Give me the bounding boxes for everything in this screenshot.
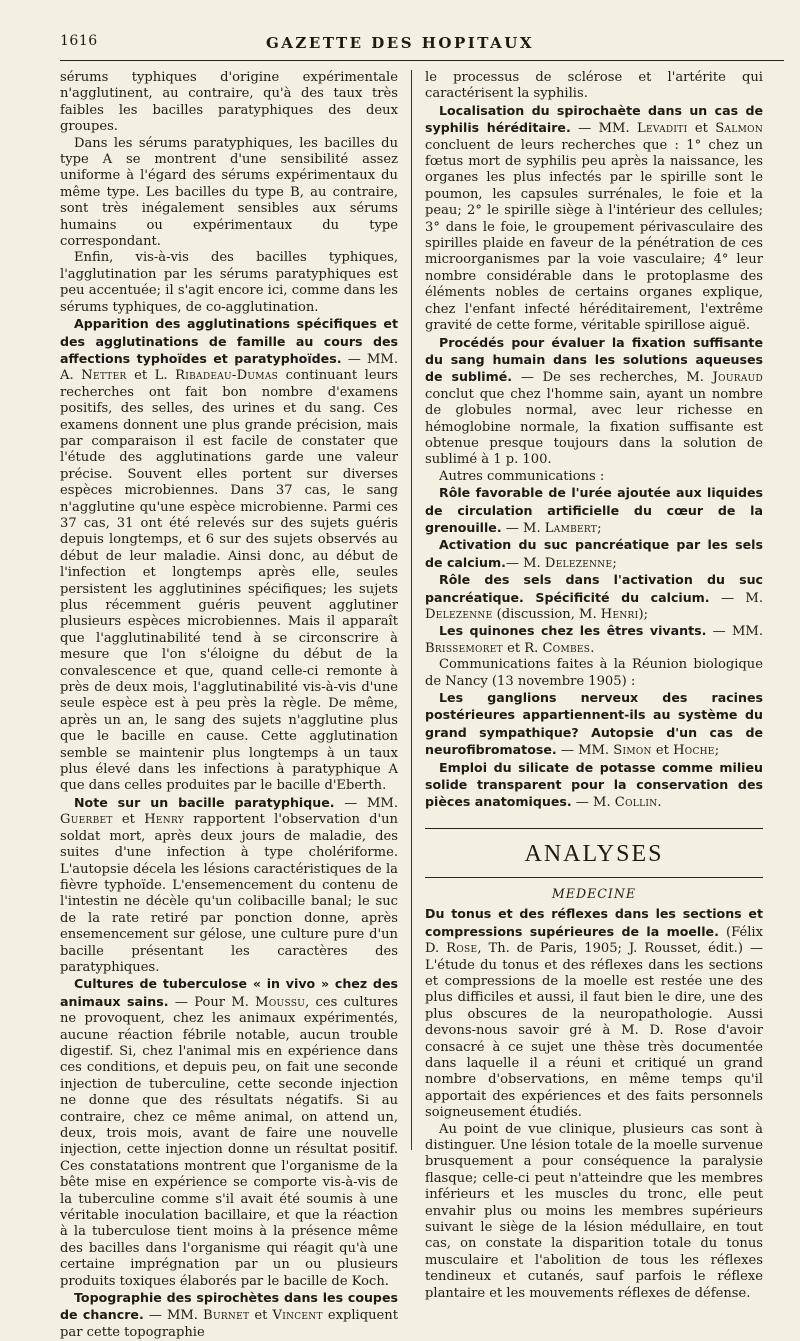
article-syphilis: [425, 103, 763, 335]
author: Collin: [614, 795, 658, 811]
analyses-title: ANALYSES: [524, 840, 664, 867]
text: .: [590, 640, 595, 656]
author: Burnet: [203, 1308, 250, 1324]
author: Delezenne: [425, 607, 493, 622]
page-number: 1616: [60, 33, 98, 49]
article-bacille-paratyphique: [60, 795, 398, 976]
analysis-article: [425, 906, 763, 1121]
text: — Pour M.: [168, 994, 256, 1010]
communication-title: Les quinones chez les êtres vivants.: [439, 623, 707, 639]
text: (discussion, M.: [492, 607, 601, 622]
author: Combes: [542, 640, 591, 656]
text: ;: [597, 520, 602, 536]
page-header: [0, 0, 800, 62]
right-column: [425, 70, 763, 1302]
article-body: continuant leurs recherches ont fait bon nombre d'examens positifs, des selles, des urines et du sang. Ces examens donnent une plus grande précision, mais par comparaison il est facile de constater que l'étude des agglutinations garde une valeur précise. Souvent elles portent sur diverses espèces microbiennes. Dans 37 cas, le sang n'agglutine qu'une espèce microbienne. Parmi ces 37 cas, 31 ont été relevés sur des sujets guéris depuis longtemps, et 6 sur des sujets observés au début de leur maladie. Ainsi donc, au début de l'infection et longtemps après elle, seules persistent les agglutinines spécifiques; les sujets plus récemment guéris peuvent agglutiner plusieurs espèces microbiennes. Mais il apparaît que l'agglutinabilité tend à se circonscrire à mesure que l'on s'éloigne du début de la convalescence et que, quand celle-ci remonte à près de deux mois, l'agglutinabilité vis-à-vis d'une seule espèce est à peu près la règle. De même, après un an, le sang des sujets n'agglutine plus que le bacille en cause. Cette agglutination semble se maintenir plus longtemps à un taux plus élevé dans les infections à paratyphique A que dans celles produites par le bacille d'Eberth.: [60, 368, 399, 794]
author: Hoche: [673, 743, 715, 759]
communication-title: Les ganglions nerveux des racines postérieures appartiennent-ils au système du grand sympathique? Autopsie d'un cas de neurofibromatose.: [425, 690, 763, 758]
article-body: conclut que chez l'homme sain, ayant un nombre de globules normal, avec leur richesse en hémoglobine normale, la fixation suffisante est obtenue presque toujours dans la solution de sublimé à 1 p. 100.: [425, 386, 763, 468]
paragraph: sérums typhiques d'origine expérimentale n'agglutinent, au contraire, qu'à des taux très faibles les bacilles paratyphiques des deux groupes.: [60, 70, 398, 135]
text: );: [638, 607, 649, 622]
other-communications: Autres communications :: [439, 468, 605, 484]
author: Brissemoret: [425, 640, 503, 656]
text: (Félix D.: [425, 924, 763, 957]
author: Guerbet: [60, 812, 113, 828]
paragraph: Enfin, vis-à-vis des bacilles typhiques, l'agglutination par les sérums paratyphiques est peu accentuée; il s'agit encore ici, comme dans les sérums typhiques, de co-agglutination.: [60, 250, 398, 315]
rule: [425, 828, 763, 829]
author: Henry: [144, 812, 184, 828]
article-body: L'étude du tonus et des réflexes dans les sections et compressions de la moelle est restée une des plus difficiles et aussi, il faut bien le dire, une des plus obscures de la neuropathologie. Aussi devons-nous savoir gré à M. D. Rose d'avoir consacré à ce sujet une thèse très documentée dans laquelle il a réuni et critiqué un grand nombre d'observations, en même temps qu'il apportait des expériences et des faits personnels soigneusement étudiés.: [425, 957, 763, 1121]
nancy-communications: Communications faites à la Réunion biologique de Nancy (13 novembre 1905) :: [425, 657, 763, 689]
article-title: Cultures de tuberculose « in vivo » chez des animaux sains.: [60, 976, 398, 1009]
article-sublime: [425, 335, 763, 469]
text: , Th. de Paris, 1905; J. Rousset, édit.) —: [477, 941, 763, 957]
author: Simon: [613, 743, 652, 759]
text: et: [249, 1308, 273, 1324]
article-agglutinations: [60, 316, 398, 795]
author: Salmon: [715, 121, 763, 137]
text: ;: [612, 555, 617, 571]
communication-title: Rôle favorable de l'urée ajoutée aux liquides de circulation artificielle du cœur de la grenouille.: [425, 485, 763, 535]
author: Ribadeau-Dumas: [175, 368, 279, 384]
author: Henri: [600, 607, 639, 622]
article-body: , ces cultures ne provoquent, chez les animaux expérimentés, aucune réaction fébrile notable, aucun trouble digestif. Si, chez l'animal mis en expérience dans ces conditions, et depuis peu, on fait une seconde injection de tuberculine, cette seconde injection ne donne que des résultats négatifs. Si au contraire, chez ce même animal, on attend un, deux, trois mois, avant de faire une nouvelle injection, cette injection donne un résultat positif. Ces constatations montrent que l'organisme de la bête mise en expérience se comporte vis-à-vis de la tuberculine comme s'il avait été soumis à une véritable inoculation bacillaire, et que la réaction à la tuberculose tient moins à la présence même des bacilles dans l'organisme qui réagit qu'à une certaine imprégnation par un ou plusieurs produits toxiques élaborés par le bacille de Koch.: [60, 994, 398, 1289]
article-body: concluent de leurs recherches que : 1° chez un fœtus mort de syphilis peu après la naissance, les organes les plus infectés par le spirille sont le poumon, les capsules surrénales, le foie et la peau; 2° le spirille siège à l'intérieur des cellules; 3° dans le foie, le groupement périvasculaire des spirilles plaide en faveur de la pénétration de ces microorganismes par la voie vasculaire; 4° leur nombre considérable dans le protoplasme des éléments nobles de certains organes explique, chez l'enfant infecté héréditairement, l'extrême gravité de cette forme, véritable spirillose aiguë.: [425, 137, 763, 334]
text: et L.: [126, 368, 176, 384]
article-title: Apparition des agglutinations spécifiques et des agglutinations de famille au cours des affections typhoïdes et paratyphoïdes.: [60, 316, 398, 366]
text: — MM.: [570, 121, 638, 137]
article-title: Localisation du spirochaète dans un cas de syphilis héréditaire.: [425, 102, 763, 136]
text: et R.: [502, 640, 543, 656]
text: — M.: [505, 555, 545, 571]
article-title: Topographie des spirochètes dans les coupes de chancre.: [60, 1290, 398, 1323]
text: et: [687, 121, 716, 137]
rule: [425, 877, 763, 878]
article-body: expliquent par cette topographie: [60, 1308, 399, 1340]
article-title: Du tonus et des réflexes dans les sections et compressions supérieures de la moelle.: [425, 906, 763, 939]
column-divider: [411, 70, 412, 1150]
author: Vincent: [272, 1308, 323, 1324]
text: — MM. A.: [60, 351, 398, 384]
paragraph: Au point de vue clinique, plusieurs cas sont à distinguer. Une lésion totale de la moelle survenue brusquement a pour conséquence la paralysie flasque; celle-ci peut n'atteindre que les membres inférieurs et les muscles du tronc, elle peut envahir plus ou moins les membres supérieurs suivant le siège de la lésion médullaire, en tout cas, on constate la disparition totale du tonus musculaire et l'abolition de tous les réflexes tendineux et cutanés, sauf parfois le réflexe plantaire et les mouvements réflexes de défense.: [425, 1121, 763, 1301]
communication-item: [425, 623, 763, 657]
text: — MM.: [706, 624, 763, 640]
article-title: Note sur un bacille paratyphique.: [74, 794, 335, 810]
text: — De ses recherches, M.: [512, 370, 713, 386]
paragraph: le processus de sclérose et l'artérite qui caractérisent la syphilis.: [425, 70, 763, 102]
author: Netter: [81, 368, 127, 384]
left-column: [60, 70, 398, 1341]
text: — MM.: [143, 1308, 204, 1324]
communication-item: [425, 572, 763, 623]
communication-title: Activation du suc pancréatique par les sels de calcium.: [425, 537, 763, 570]
paragraph: Dans les sérums paratyphiques, les bacilles du type A se montrent d'une sensibilité assez uniforme à l'égard des sérums expérimentaux du même type. Les bacilles du type B, au contraire, sont très inégalement sensibles aux sérums humains ou expérimentaux du type correspondant.: [60, 135, 398, 250]
communication-item: [425, 485, 763, 537]
article-title: Procédés pour évaluer la fixation suffisante du sang humain dans les solutions aqueuses de sublimé.: [425, 334, 763, 385]
text: — M.: [709, 590, 763, 606]
communication-item: [425, 690, 763, 760]
author: Moussu: [255, 994, 306, 1010]
text: ;: [714, 743, 720, 759]
communication-item: [425, 537, 763, 572]
author: Rose: [446, 941, 478, 957]
text: et: [651, 743, 674, 759]
text: .: [657, 795, 662, 811]
author: Lambert: [544, 520, 598, 536]
header-rule: [60, 60, 784, 61]
text: — M.: [501, 520, 545, 536]
analyses-section: [425, 828, 763, 1302]
article-tuberculose: [60, 976, 398, 1290]
communication-title: Emploi du silicate de potasse comme milieu solide transparent pour la conservation des pièces anatomiques.: [425, 759, 763, 810]
article-spirochetes: [60, 1290, 398, 1341]
text: — MM.: [334, 795, 398, 811]
communication-title: Rôle des sels dans l'activation du suc pancréatique. Spécificité du calcium.: [425, 572, 763, 605]
communication-item: [425, 760, 763, 812]
author: Delezenne: [544, 555, 613, 571]
text: — M.: [571, 795, 615, 811]
medecine-subhead: MEDECINE: [551, 885, 637, 901]
text: — MM.: [556, 743, 614, 759]
journal-title: GAZETTE DES HOPITAUX: [265, 34, 534, 52]
article-body: rapportent l'observation d'un soldat mort, après deux jours de maladie, des suites d'une infection à type cholériforme. L'autopsie décela les lésions caractéristiques de la fièvre typhoïde. L'ensemencement du contenu de l'intestin ne décèle qu'un colibacille banal; le suc de la rate retiré par ponction donne, après ensemencement sur gélose, une culture pure d'un bacille présentant les caractères des paratyphiques.: [60, 812, 398, 975]
author: Jouraud: [712, 370, 764, 386]
author: Levaditi: [637, 121, 688, 137]
text: et: [112, 812, 145, 828]
